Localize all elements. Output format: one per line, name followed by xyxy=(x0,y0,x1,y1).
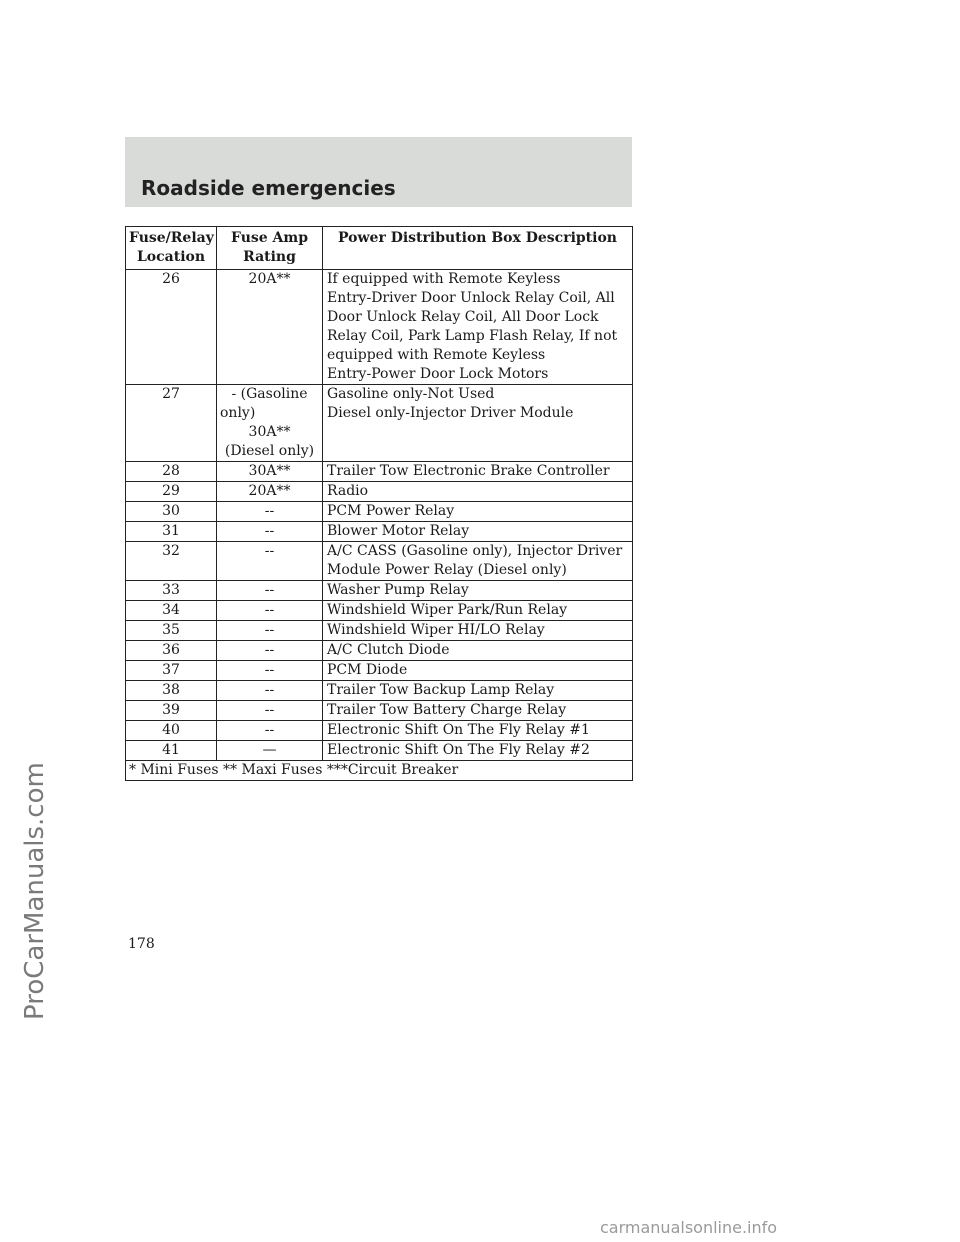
table-row xyxy=(126,701,633,721)
fuse-description-cell xyxy=(323,681,633,701)
fuse-rating-line: -- xyxy=(264,602,275,618)
fuse-description-cell xyxy=(323,385,633,462)
fuse-rating-line: -- xyxy=(264,722,275,738)
footnote-row xyxy=(126,761,633,781)
fuse-rating-line: -- xyxy=(264,642,275,658)
table-row xyxy=(126,601,633,621)
fuse-rating-line: -- xyxy=(264,582,275,598)
fuse-rating-line: -- xyxy=(264,702,275,718)
fuse-description-line: Entry-Driver Door Unlock Relay Coil, All xyxy=(327,290,615,306)
fuse-location-cell: 32 xyxy=(126,542,217,581)
table-row xyxy=(126,522,633,542)
fuse-location-cell: 34 xyxy=(126,601,217,621)
fuse-location-cell: 41 xyxy=(126,741,217,761)
fuse-rating-cell xyxy=(217,385,323,462)
table-row xyxy=(126,641,633,661)
column-header-rating-line: Rating xyxy=(243,249,296,265)
fuse-description-cell xyxy=(323,621,633,641)
table-header-row xyxy=(126,227,633,270)
fuse-description-line: Trailer Tow Backup Lamp Relay xyxy=(327,682,555,698)
fuse-rating-line: only) xyxy=(220,405,256,421)
column-header-location-line: Location xyxy=(136,249,206,265)
table-row xyxy=(126,385,633,462)
fuse-description-cell xyxy=(323,701,633,721)
fuse-description-cell xyxy=(323,542,633,581)
fuse-rating-cell xyxy=(217,701,323,721)
page-number: 178 xyxy=(128,936,155,952)
fuse-location-cell: 36 xyxy=(126,641,217,661)
column-header-location-line: Fuse/Relay xyxy=(129,230,214,246)
fuse-location-cell: 40 xyxy=(126,721,217,741)
fuse-rating-line: -- xyxy=(264,543,275,559)
fuse-description-line: A/C Clutch Diode xyxy=(327,642,450,658)
fuse-rating-line: 20A** xyxy=(248,271,291,287)
fuse-rating-cell xyxy=(217,462,323,482)
fuse-description-line: Windshield Wiper HI/LO Relay xyxy=(327,622,545,638)
fuse-location-cell: 33 xyxy=(126,581,217,601)
fuse-description-line: equipped with Remote Keyless xyxy=(327,347,546,363)
fuse-location-cell: 39 xyxy=(126,701,217,721)
fuse-location-cell: 28 xyxy=(126,462,217,482)
fuse-location-cell: 27 xyxy=(126,385,217,462)
table-row xyxy=(126,581,633,601)
fuse-description-cell xyxy=(323,270,633,385)
fuse-description-cell xyxy=(323,641,633,661)
fuse-rating-cell xyxy=(217,601,323,621)
table-row xyxy=(126,482,633,502)
fuse-description-line: PCM Diode xyxy=(327,662,408,678)
fuse-description-line: Windshield Wiper Park/Run Relay xyxy=(327,602,568,618)
fuse-rating-cell xyxy=(217,542,323,581)
fuse-description-cell xyxy=(323,741,633,761)
bottom-watermark: carmanualsonline.info xyxy=(600,1218,778,1237)
fuse-rating-line: -- xyxy=(264,503,275,519)
fuse-description-line: Washer Pump Relay xyxy=(327,582,469,598)
table-body xyxy=(126,270,633,781)
fuse-rating-cell xyxy=(217,621,323,641)
table-row xyxy=(126,462,633,482)
column-header-rating-line: Fuse Amp xyxy=(231,230,308,246)
table-row xyxy=(126,681,633,701)
fuse-rating-cell xyxy=(217,502,323,522)
fuse-description-line: A/C CASS (Gasoline only), Injector Driver xyxy=(327,543,623,559)
column-header-description: Power Distribution Box Description xyxy=(323,227,633,270)
fuse-description-line: Trailer Tow Battery Charge Relay xyxy=(327,702,567,718)
fuse-description-line: PCM Power Relay xyxy=(327,503,455,519)
table-footnote: * Mini Fuses ** Maxi Fuses ***Circuit Breaker xyxy=(126,761,633,781)
fuse-description-cell xyxy=(323,462,633,482)
fuse-rating-line: -- xyxy=(264,523,275,539)
fuse-rating-cell xyxy=(217,721,323,741)
table-row xyxy=(126,502,633,522)
fuse-description-line: Electronic Shift On The Fly Relay #1 xyxy=(327,722,590,738)
fuse-description-line: If equipped with Remote Keyless xyxy=(327,271,561,287)
fuse-rating-cell xyxy=(217,581,323,601)
fuse-description-cell xyxy=(323,721,633,741)
table-row xyxy=(126,542,633,581)
fuse-rating-cell xyxy=(217,522,323,542)
fuse-rating-cell xyxy=(217,741,323,761)
fuse-location-cell: 29 xyxy=(126,482,217,502)
fuse-description-line: Relay Coil, Park Lamp Flash Relay, If not xyxy=(327,328,618,344)
fuse-description-line: Trailer Tow Electronic Brake Controller xyxy=(327,463,610,479)
fuse-description-line: Gasoline only-Not Used xyxy=(327,386,495,402)
fuse-location-cell: 30 xyxy=(126,502,217,522)
fuse-description-line: Door Unlock Relay Coil, All Door Lock xyxy=(327,309,599,325)
fuse-location-cell: 31 xyxy=(126,522,217,542)
fuse-description-line: Diesel only-Injector Driver Module xyxy=(327,405,574,421)
table-row xyxy=(126,621,633,641)
fuse-rating-line: (Diesel only) xyxy=(224,443,315,459)
fuse-location-cell: 26 xyxy=(126,270,217,385)
fuse-location-cell: 37 xyxy=(126,661,217,681)
side-watermark: ProCarManuals.com xyxy=(20,762,50,1020)
fuse-description-cell xyxy=(323,482,633,502)
fuse-description-line: Radio xyxy=(327,483,369,499)
fuse-description-cell xyxy=(323,522,633,542)
fuse-rating-line: — xyxy=(262,742,277,758)
fuse-location-cell: 38 xyxy=(126,681,217,701)
fuse-rating-cell xyxy=(217,681,323,701)
fuse-rating-line: -- xyxy=(264,662,275,678)
fuse-rating-cell xyxy=(217,661,323,681)
fuse-description-cell xyxy=(323,601,633,621)
fuse-description-line: Module Power Relay (Diesel only) xyxy=(327,562,567,578)
column-header-location xyxy=(126,227,217,270)
fuse-rating-line: 30A** xyxy=(248,424,291,440)
fuse-description-cell xyxy=(323,502,633,522)
fuse-description-line: Electronic Shift On The Fly Relay #2 xyxy=(327,742,590,758)
table-row xyxy=(126,721,633,741)
table-row xyxy=(126,270,633,385)
fuse-table xyxy=(125,226,633,781)
table-row xyxy=(126,741,633,761)
fuse-rating-line: -- xyxy=(264,622,275,638)
fuse-rating-line: -- xyxy=(264,682,275,698)
fuse-location-cell: 35 xyxy=(126,621,217,641)
fuse-rating-cell xyxy=(217,641,323,661)
fuse-rating-cell xyxy=(217,270,323,385)
fuse-description-cell xyxy=(323,661,633,681)
fuse-description-line: Entry-Power Door Lock Motors xyxy=(327,366,549,382)
fuse-rating-cell xyxy=(217,482,323,502)
fuse-rating-line: - (Gasoline xyxy=(231,386,308,402)
column-header-rating xyxy=(217,227,323,270)
fuse-description-cell xyxy=(323,581,633,601)
fuse-description-line: Blower Motor Relay xyxy=(327,523,470,539)
fuse-rating-line: 20A** xyxy=(248,483,291,499)
fuse-rating-line: 30A** xyxy=(248,463,291,479)
table-row xyxy=(126,661,633,681)
section-title: Roadside emergencies xyxy=(141,176,396,200)
